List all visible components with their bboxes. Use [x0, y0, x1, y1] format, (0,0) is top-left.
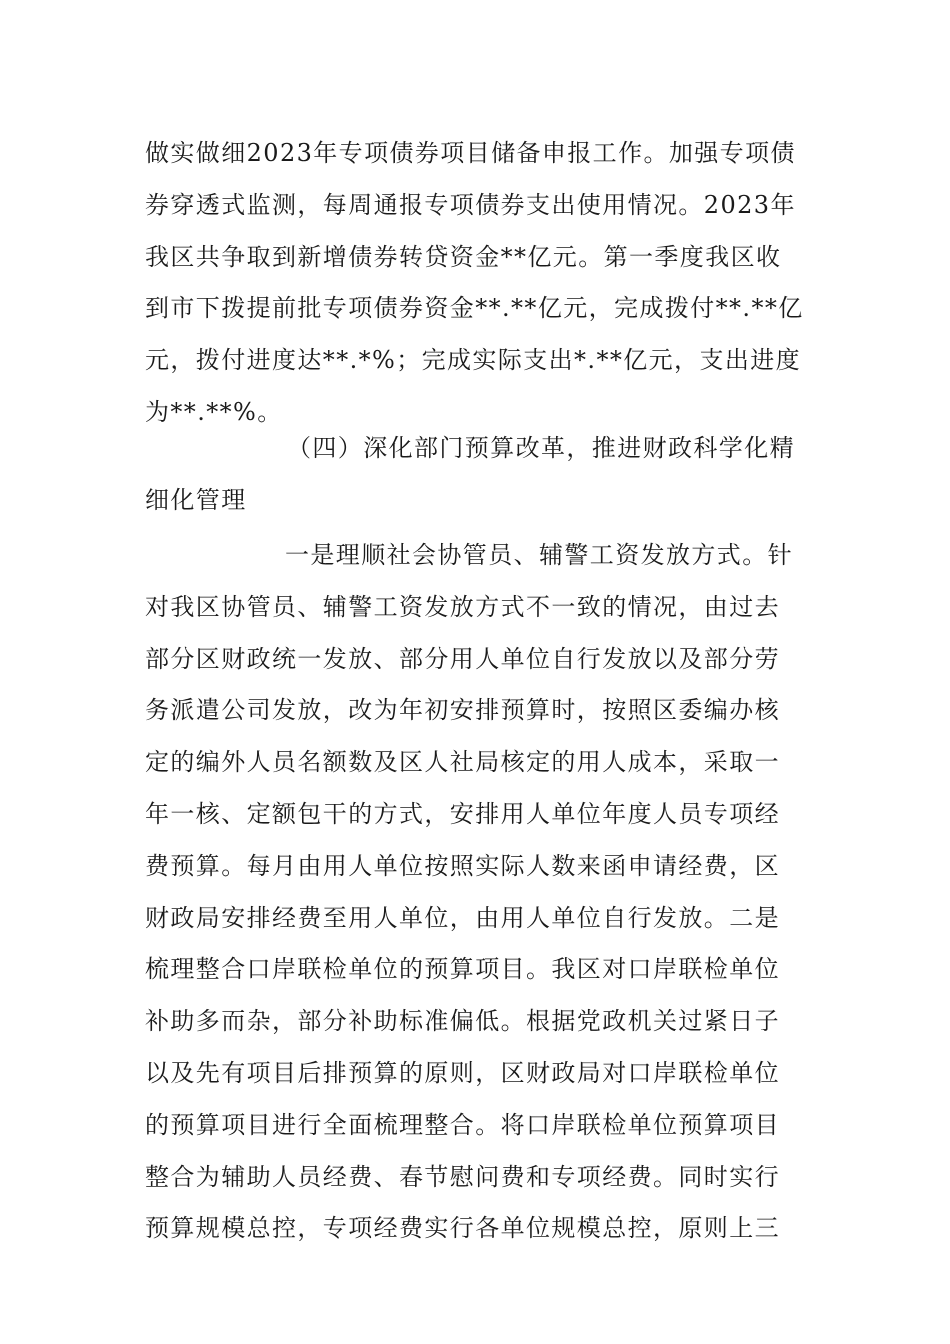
paragraph-line: 梳理整合口岸联检单位的预算项目。我区对口岸联检单位 [145, 955, 780, 984]
paragraph-line: 我区共争取到新增债券转贷资金**亿元。第一季度我区收 [145, 242, 782, 271]
paragraph-line: 补助多而杂，部分补助标准偏低。根据党政机关过紧日子 [145, 1007, 780, 1036]
heading-line: 细化管理 [145, 485, 247, 514]
paragraph-line: 券穿透式监测，每周通报专项债券支出使用情况。2023年 [145, 190, 796, 219]
paragraph-line: 务派遣公司发放，改为年初安排预算时，按照区委编办核 [145, 696, 780, 725]
paragraph-special-bonds [145, 128, 810, 439]
paragraph-line: 预算规模总控，专项经费实行各单位规模总控，原则上三 [145, 1214, 780, 1243]
paragraph-line: 部分区财政统一发放、部分用人单位自行发放以及部分劳 [145, 644, 780, 673]
paragraph-budget-reform [145, 530, 810, 1255]
paragraph-line: 做实做细2023年专项债券项目储备申报工作。加强专项债 [145, 139, 796, 167]
heading-line: （四）深化部门预算改革，推进财政科学化精 [287, 434, 795, 462]
paragraph-line: 整合为辅助人员经费、春节慰问费和专项经费。同时实行 [145, 1162, 780, 1191]
paragraph-line: 一是理顺社会协管员、辅警工资发放方式。针 [285, 541, 793, 569]
paragraph-line: 费预算。每月由用人单位按照实际人数来函申请经费，区 [145, 851, 780, 880]
paragraph-line: 财政局安排经费至用人单位，由用人单位自行发放。二是 [145, 903, 780, 932]
paragraph-line: 的预算项目进行全面梳理整合。将口岸联检单位预算项目 [145, 1110, 780, 1139]
paragraph-line: 年一核、定额包干的方式，安排用人单位年度人员专项经 [145, 799, 780, 828]
paragraph-line: 到市下拨提前批专项债券资金**.**亿元，完成拨付**.**亿 [145, 294, 804, 323]
paragraph-line: 对我区协管员、辅警工资发放方式不一致的情况，由过去 [145, 592, 780, 621]
paragraph-line: 以及先有项目后排预算的原则，区财政局对口岸联检单位 [145, 1058, 780, 1087]
paragraph-line: 为**.**%。 [145, 397, 283, 426]
paragraph-line: 元，拨付进度达**.*%；完成实际支出*.**亿元，支出进度 [145, 346, 802, 375]
section-heading [145, 423, 810, 527]
paragraph-line: 定的编外人员名额数及区人社局核定的用人成本，采取一 [145, 748, 780, 777]
